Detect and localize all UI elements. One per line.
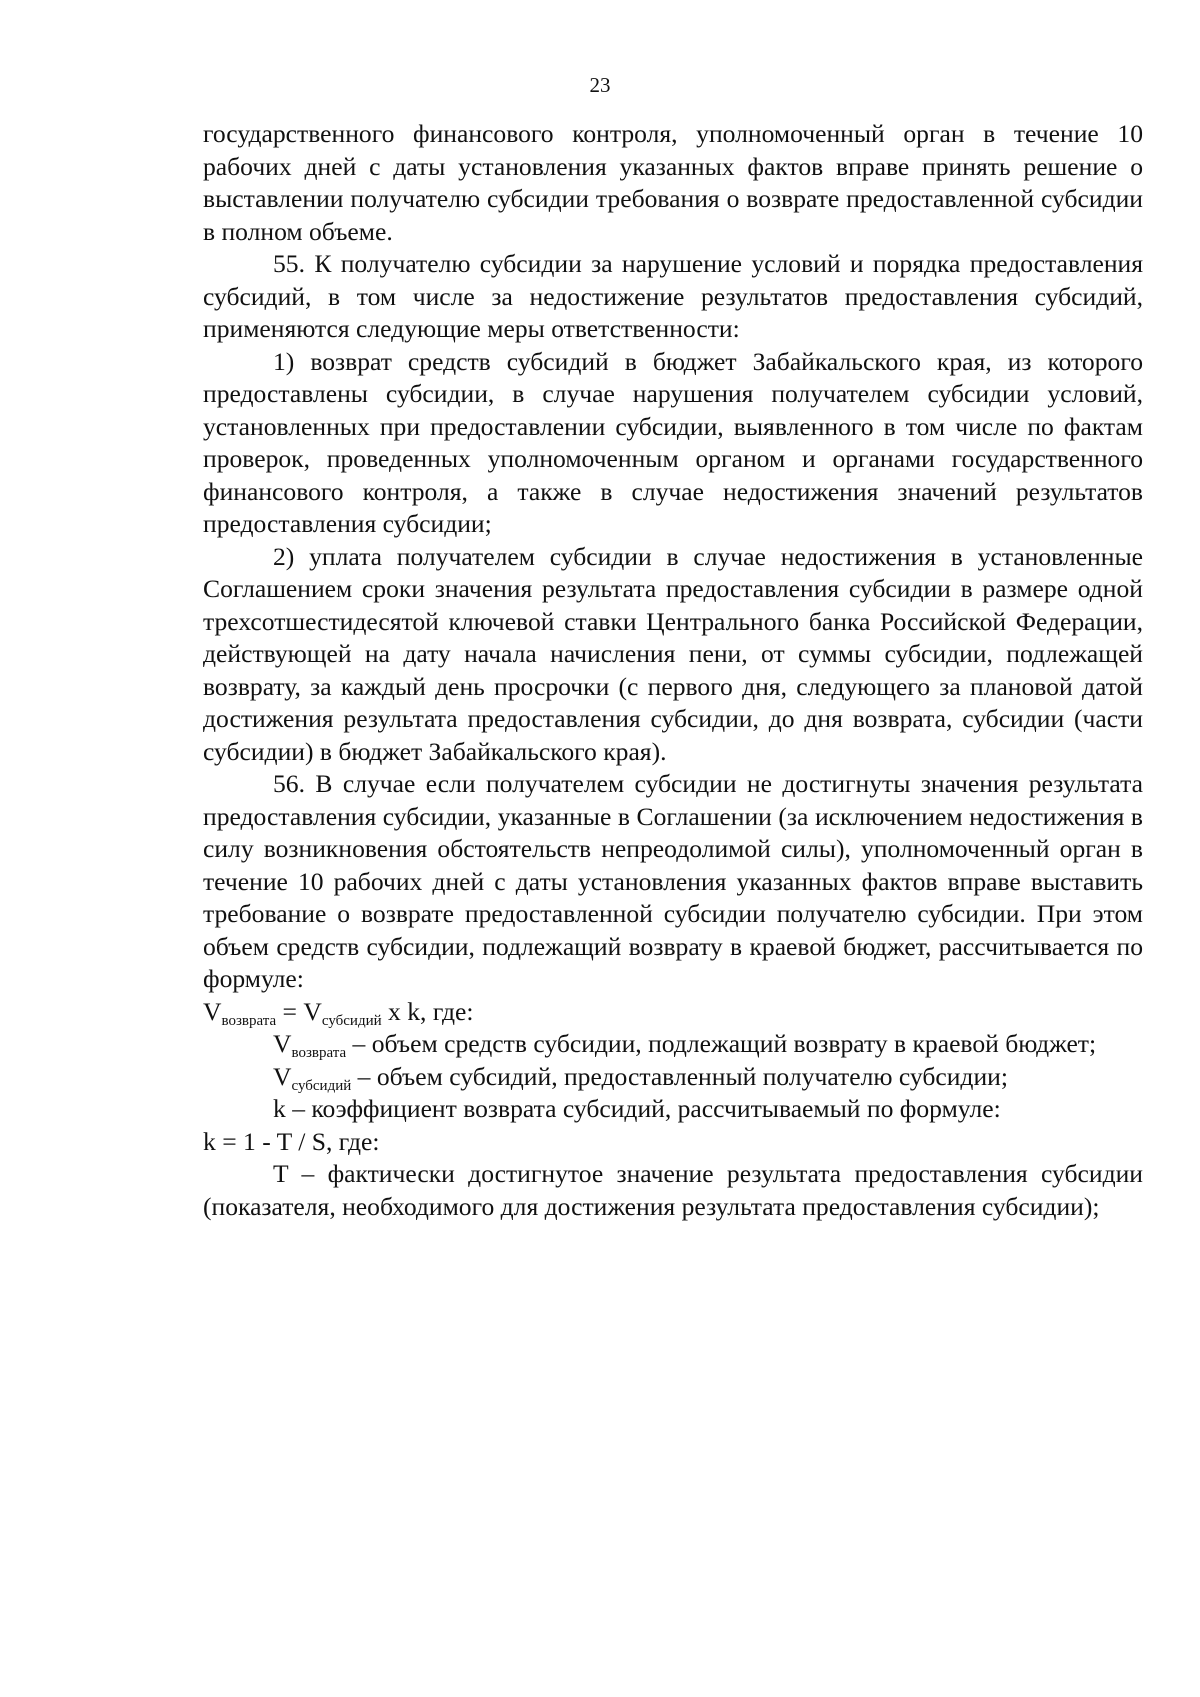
paragraph-56: 56. В случае если получателем субсидии не достигнуты значения результата предоставления субсидии, указанные в Соглашении (за исключением недостижения в силу возникновения обстоятельств непреодолимой силы), уполномоченный орган в течение 10 рабочих дней с даты установления указанных фактов вправе выставить требование о возврате предоставленной субсидии получателю субсидии. При этом объем средств субсидии, подлежащий возврату в краевой бюджет, рассчитывается по формуле:	[203, 769, 1143, 993]
document-body	[203, 118, 1143, 1223]
definition-v-subsidies-text: – объем субсидий, предоставленный получателю субсидии;	[351, 1061, 1008, 1091]
paragraph-55-item-2: 2) уплата получателем субсидии в случае недостижения в установленные Соглашением сроки значения результата предоставления субсидии в размере одной трехсотшестидесятой ключевой ставки Центрального банка Российской Федерации, действующей на дату начала начисления пени, от суммы субсидии, подлежащей возврату, за каждый день просрочки (с первого дня, следующего за плановой датой достижения результата предоставления субсидии, до дня возврата, субсидии (части субсидии) в бюджет Забайкальского края).	[203, 541, 1143, 766]
definition-v-subsidies-subscript: субсидий	[291, 1077, 352, 1094]
formula-return-volume	[203, 996, 1143, 1029]
definition-v-return	[203, 1028, 1143, 1061]
formula-lhs-symbol: V	[203, 996, 222, 1026]
page-number: 23	[589, 73, 611, 97]
definition-k: k – коэффициент возврата субсидий, рассчитываемый по формуле:	[273, 1094, 1001, 1123]
definition-v-subsidies	[203, 1061, 1143, 1094]
definition-v-return-text: – объем средств субсидии, подлежащий возврату в краевой бюджет;	[346, 1029, 1097, 1058]
definition-v-subsidies-symbol: V	[273, 1061, 292, 1091]
formula-rhs-subscript: субсидий	[321, 1012, 382, 1029]
formula-equals: =	[276, 996, 304, 1026]
paragraph-55-item-1: 1) возврат средств субсидий в бюджет Забайкальского края, из которого предоставлены субсидии, в случае нарушения получателем субсидии условий, установленных при предоставлении субсидии, выявленного в том числе по фактам проверок, проведенных уполномоченным органом и органами государственного финансового контроля, а также в случае недостижения значений результатов предоставления субсидии;	[203, 346, 1143, 538]
definition-t: T – фактически достигнутое значение результата предоставления субсидии (показателя, необходимого для достижения результата предоставления субсидии);	[203, 1159, 1143, 1221]
formula-lhs-subscript: возврата	[221, 1012, 277, 1029]
paragraph-55: 55. К получателю субсидии за нарушение условий и порядка предоставления субсидий, в том числе за недостижение результатов предоставления субсидий, применяются следующие меры ответственности:	[203, 249, 1143, 343]
paragraph-continuation: государственного финансового контроля, уполномоченный орган в течение 10 рабочих дней с даты установления указанных фактов вправе принять решение о выставлении получателю субсидии требования о возврате предоставленной субсидии в полном объеме.	[203, 119, 1143, 246]
formula-coefficient: k = 1 - T / S, где:	[203, 1126, 380, 1156]
formula-tail: x k, где:	[381, 996, 474, 1026]
definition-v-return-symbol: V	[273, 1029, 292, 1058]
formula-rhs-symbol: V	[303, 996, 322, 1026]
definition-v-return-subscript: возврата	[291, 1045, 347, 1061]
